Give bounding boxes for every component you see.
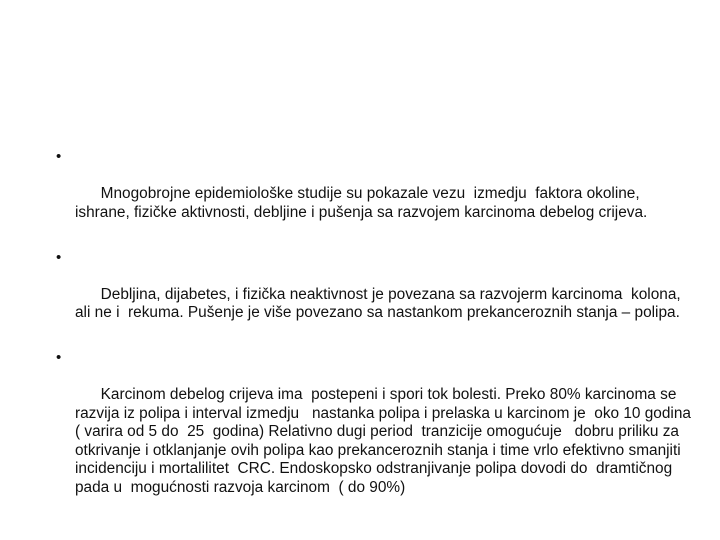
bullet-item bbox=[54, 249, 700, 342]
bullet-text: Mnogobrojne epidemiološke studije su pokazale vezu izmedju faktora okoline, ishrane, fizičke aktivnosti, debljine i pušenja sa razvojem karcinoma debelog crijeva. bbox=[75, 185, 649, 221]
bullet-dot-icon: • bbox=[56, 349, 62, 366]
bullet-dot-icon: • bbox=[56, 148, 62, 165]
bullet-text: Debljina, dijabetes, i fizička neaktivnost je povezana sa razvojerm karcinoma kolona, ali ne i rekuma. Pušenje je više povezano sa nastankom prekanceroznih stanja – polipa. bbox=[75, 285, 685, 321]
bullet-item bbox=[54, 148, 700, 241]
bullet-item bbox=[54, 349, 700, 516]
bullet-dot-icon: • bbox=[56, 248, 62, 266]
bullet-list bbox=[54, 148, 700, 524]
bullet-text: Karcinom debelog crijeva ima postepeni i spori tok bolesti. Preko 80% karcinoma se razvija iz polipa i interval izmedju nastanka polipa i prelaska u karcinom je oko 10 godina ( varira od 5 do 25 godina) Relativno dugi period tranzicije omogućuje dobru priliku za otkrivanje i otklanjanje ovih polipa kao prekanceroznih stanja i time vrlo efektivno smanjiti incidenciju i mortalilitet CRC. Endoskopsko odstranjivanje polipa dovodi do dramtičnog pada u mogućnosti razvoja karcinom ( do 90%) bbox=[75, 386, 696, 496]
